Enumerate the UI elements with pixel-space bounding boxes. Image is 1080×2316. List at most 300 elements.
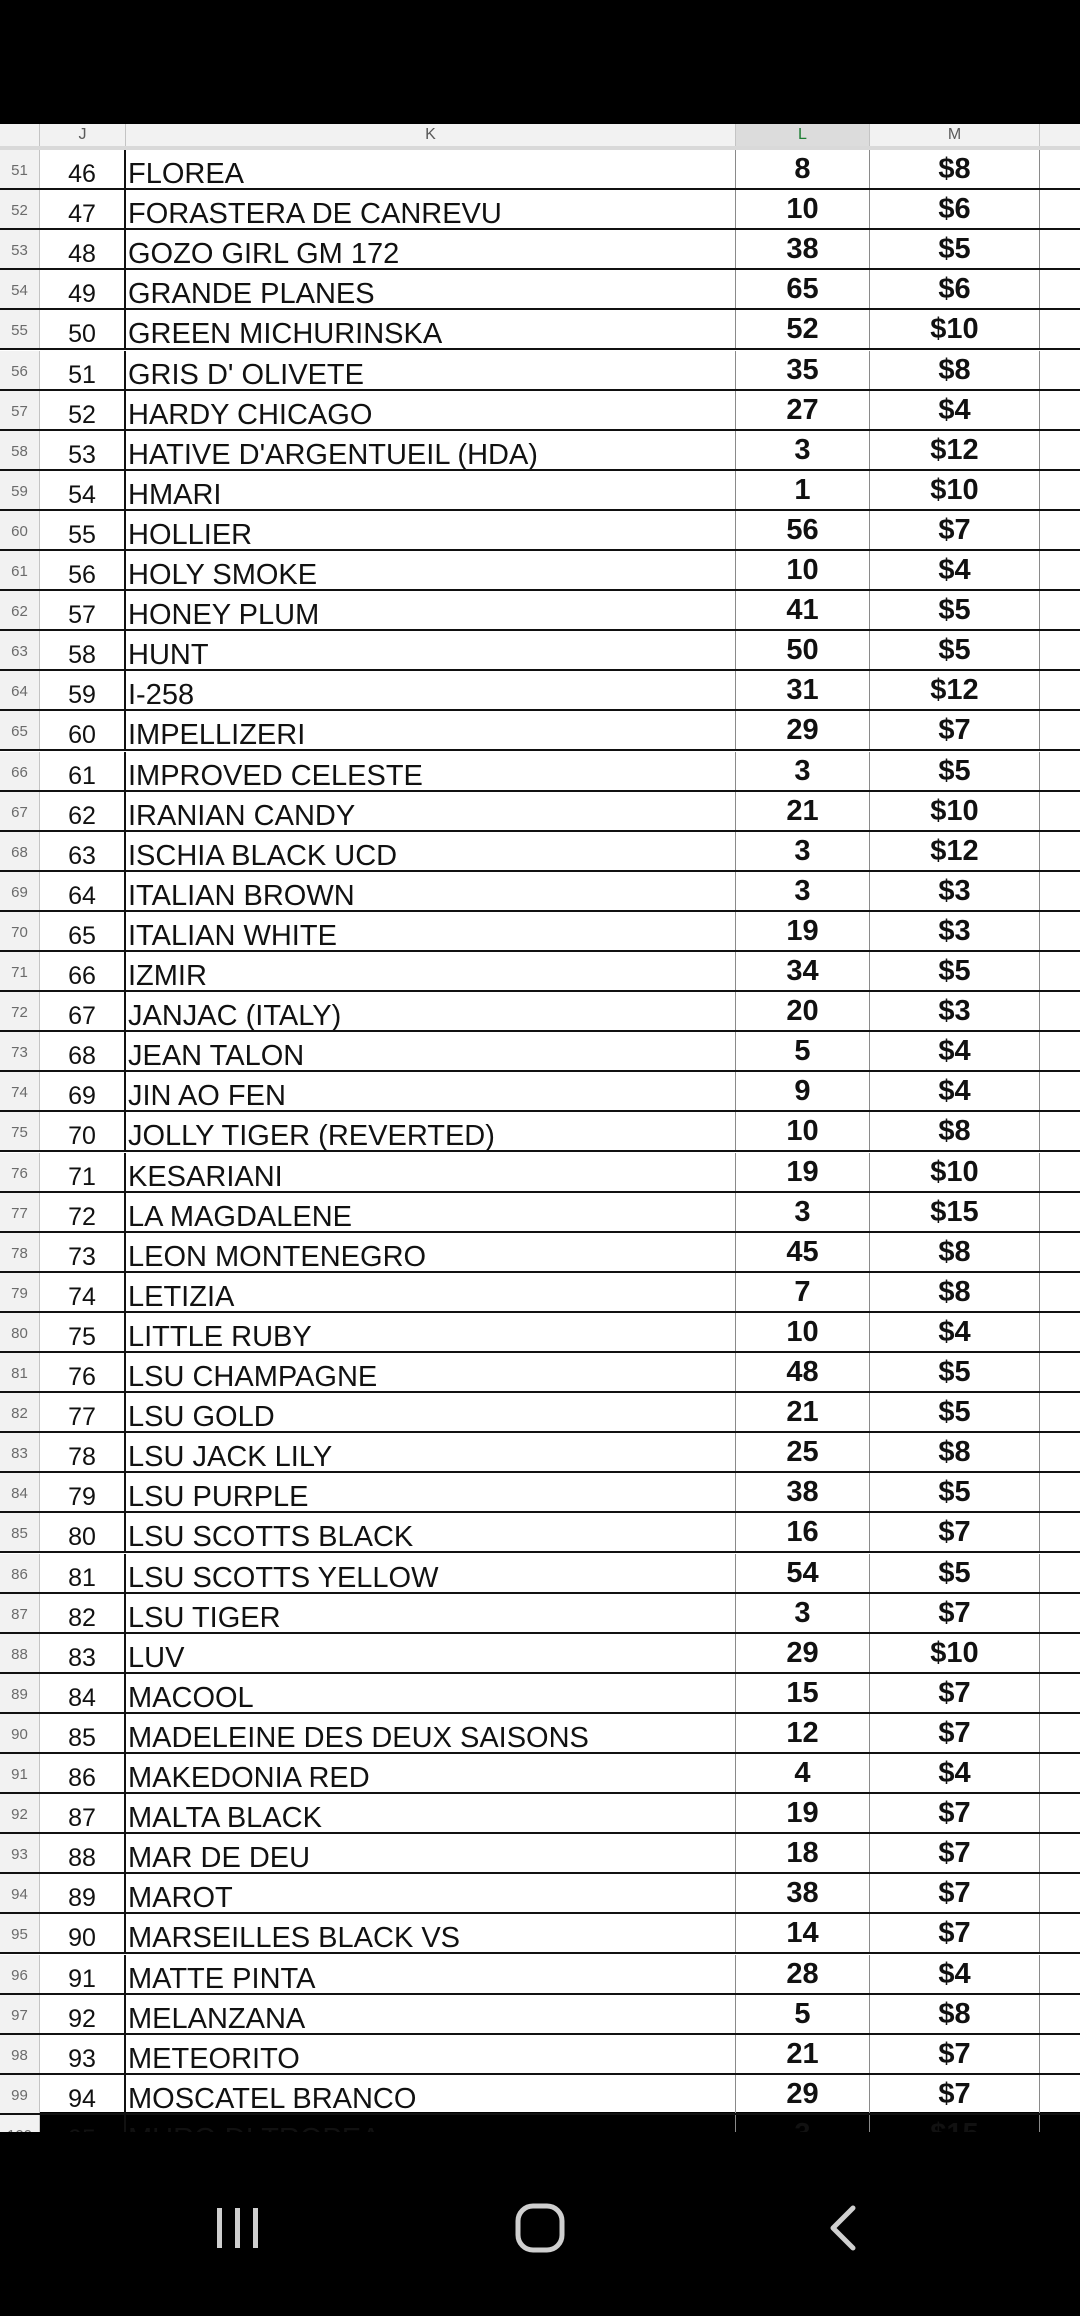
- cell-l-quantity[interactable]: 56: [736, 511, 870, 549]
- row-number[interactable]: 65: [0, 711, 40, 749]
- cell-l-quantity[interactable]: 31: [736, 671, 870, 709]
- cell-l-quantity[interactable]: 3: [736, 752, 870, 790]
- cell-l-quantity[interactable]: 35: [736, 351, 870, 389]
- table-row[interactable]: [0, 1914, 1080, 1954]
- cell-m-price[interactable]: $7: [870, 2035, 1040, 2073]
- row-number[interactable]: 85: [0, 1513, 40, 1551]
- cell-k-variety-name[interactable]: I-258: [126, 671, 736, 709]
- cell-l-quantity[interactable]: 54: [736, 1554, 870, 1592]
- cell-n-empty[interactable]: [1040, 391, 1080, 429]
- cell-l-quantity[interactable]: 52: [736, 310, 870, 348]
- row-number[interactable]: 96: [0, 1955, 40, 1993]
- cell-m-price[interactable]: $8: [870, 1995, 1040, 2033]
- cell-k-variety-name[interactable]: MADELEINE DES DEUX SAISONS: [126, 1714, 736, 1752]
- cell-m-price[interactable]: $5: [870, 230, 1040, 268]
- cell-n-empty[interactable]: [1040, 1874, 1080, 1912]
- cell-j-index[interactable]: 76: [40, 1353, 126, 1391]
- cell-k-variety-name[interactable]: METEORITO: [126, 2035, 736, 2073]
- table-row[interactable]: [0, 1674, 1080, 1714]
- cell-l-quantity[interactable]: 3: [736, 1193, 870, 1231]
- cell-k-variety-name[interactable]: MELANZANA: [126, 1995, 736, 2033]
- cell-j-index[interactable]: 51: [40, 351, 126, 389]
- row-number[interactable]: 75: [0, 1112, 40, 1150]
- cell-m-price[interactable]: $12: [870, 431, 1040, 469]
- cell-n-empty[interactable]: [1040, 591, 1080, 629]
- cell-m-price[interactable]: $10: [870, 1153, 1040, 1191]
- cell-n-empty[interactable]: [1040, 1072, 1080, 1110]
- table-row[interactable]: [0, 1594, 1080, 1634]
- table-row[interactable]: [0, 1353, 1080, 1393]
- cell-l-quantity[interactable]: 45: [736, 1233, 870, 1271]
- cell-n-empty[interactable]: [1040, 1273, 1080, 1311]
- cell-j-index[interactable]: 79: [40, 1473, 126, 1511]
- cell-k-variety-name[interactable]: MOSCATEL BRANCO: [126, 2075, 736, 2113]
- cell-l-quantity[interactable]: 14: [736, 1914, 870, 1952]
- cell-l-quantity[interactable]: 25: [736, 1433, 870, 1471]
- cell-k-variety-name[interactable]: MATTE PINTA: [126, 1955, 736, 1993]
- cell-k-variety-name[interactable]: LEON MONTENEGRO: [126, 1233, 736, 1271]
- column-header-k[interactable]: K: [126, 124, 736, 146]
- row-number[interactable]: 86: [0, 1554, 40, 1592]
- cell-k-variety-name[interactable]: HONEY PLUM: [126, 591, 736, 629]
- column-header-m[interactable]: M: [870, 124, 1040, 146]
- row-number[interactable]: 74: [0, 1072, 40, 1110]
- table-row[interactable]: [0, 1794, 1080, 1834]
- row-number[interactable]: 63: [0, 631, 40, 669]
- cell-j-index[interactable]: 62: [40, 792, 126, 830]
- cell-l-quantity[interactable]: 3: [736, 832, 870, 870]
- cell-k-variety-name[interactable]: IMPELLIZERI: [126, 711, 736, 749]
- cell-n-empty[interactable]: [1040, 992, 1080, 1030]
- cell-l-quantity[interactable]: 3: [736, 431, 870, 469]
- cell-m-price[interactable]: $7: [870, 1513, 1040, 1551]
- cell-j-index[interactable]: 47: [40, 190, 126, 228]
- cell-l-quantity[interactable]: 18: [736, 1834, 870, 1872]
- cell-k-variety-name[interactable]: GOZO GIRL GM 172: [126, 230, 736, 268]
- cell-m-price[interactable]: $7: [870, 711, 1040, 749]
- table-row[interactable]: [0, 471, 1080, 511]
- cell-m-price[interactable]: $7: [870, 1874, 1040, 1912]
- cell-n-empty[interactable]: [1040, 431, 1080, 469]
- table-row[interactable]: [0, 752, 1080, 792]
- cell-m-price[interactable]: $3: [870, 912, 1040, 950]
- cell-m-price[interactable]: $5: [870, 952, 1040, 990]
- cell-n-empty[interactable]: [1040, 2075, 1080, 2113]
- cell-n-empty[interactable]: [1040, 1995, 1080, 2033]
- cell-j-index[interactable]: 78: [40, 1433, 126, 1471]
- cell-j-index[interactable]: 57: [40, 591, 126, 629]
- row-number[interactable]: 61: [0, 551, 40, 589]
- cell-m-price[interactable]: $4: [870, 551, 1040, 589]
- cell-l-quantity[interactable]: 15: [736, 1674, 870, 1712]
- table-row[interactable]: [0, 391, 1080, 431]
- cell-l-quantity[interactable]: 10: [736, 1112, 870, 1150]
- cell-l-quantity[interactable]: 48: [736, 1353, 870, 1391]
- cell-k-variety-name[interactable]: MAROT: [126, 1874, 736, 1912]
- table-row[interactable]: [0, 1754, 1080, 1794]
- cell-m-price[interactable]: $5: [870, 1554, 1040, 1592]
- table-row[interactable]: [0, 2035, 1080, 2075]
- cell-n-empty[interactable]: [1040, 351, 1080, 389]
- table-row[interactable]: [0, 551, 1080, 591]
- table-row[interactable]: [0, 631, 1080, 671]
- cell-n-empty[interactable]: [1040, 1594, 1080, 1632]
- row-number[interactable]: 84: [0, 1473, 40, 1511]
- cell-l-quantity[interactable]: 3: [736, 1594, 870, 1632]
- cell-n-empty[interactable]: [1040, 190, 1080, 228]
- table-row[interactable]: [0, 2075, 1080, 2115]
- table-row[interactable]: [0, 1513, 1080, 1553]
- cell-j-index[interactable]: 61: [40, 752, 126, 790]
- cell-l-quantity[interactable]: 10: [736, 551, 870, 589]
- row-number[interactable]: 83: [0, 1433, 40, 1471]
- cell-n-empty[interactable]: [1040, 310, 1080, 348]
- cell-j-index[interactable]: 80: [40, 1513, 126, 1551]
- cell-l-quantity[interactable]: 19: [736, 1153, 870, 1191]
- cell-n-empty[interactable]: [1040, 1714, 1080, 1752]
- cell-j-index[interactable]: 94: [40, 2075, 126, 2113]
- cell-j-index[interactable]: 64: [40, 872, 126, 910]
- row-number[interactable]: 56: [0, 351, 40, 389]
- table-row[interactable]: [0, 1153, 1080, 1193]
- row-number[interactable]: 79: [0, 1273, 40, 1311]
- cell-l-quantity[interactable]: 20: [736, 992, 870, 1030]
- cell-l-quantity[interactable]: 12: [736, 1714, 870, 1752]
- table-row[interactable]: [0, 431, 1080, 471]
- cell-j-index[interactable]: 86: [40, 1754, 126, 1792]
- cell-m-price[interactable]: $15: [870, 1193, 1040, 1231]
- table-row[interactable]: [0, 832, 1080, 872]
- cell-k-variety-name[interactable]: LSU JACK LILY: [126, 1433, 736, 1471]
- cell-j-index[interactable]: 65: [40, 912, 126, 950]
- cell-k-variety-name[interactable]: LA MAGDALENE: [126, 1193, 736, 1231]
- cell-l-quantity[interactable]: 5: [736, 1995, 870, 2033]
- table-row[interactable]: [0, 1955, 1080, 1995]
- cell-j-index[interactable]: 83: [40, 1634, 126, 1672]
- cell-k-variety-name[interactable]: IMPROVED CELESTE: [126, 752, 736, 790]
- row-number[interactable]: 93: [0, 1834, 40, 1872]
- row-number[interactable]: 62: [0, 591, 40, 629]
- cell-j-index[interactable]: 70: [40, 1112, 126, 1150]
- cell-k-variety-name[interactable]: GRIS D' OLIVETE: [126, 351, 736, 389]
- row-number[interactable]: 70: [0, 912, 40, 950]
- cell-j-index[interactable]: 56: [40, 551, 126, 589]
- cell-m-price[interactable]: $6: [870, 270, 1040, 308]
- cell-l-quantity[interactable]: 8: [736, 150, 870, 188]
- cell-n-empty[interactable]: [1040, 1834, 1080, 1872]
- table-row[interactable]: [0, 1393, 1080, 1433]
- cell-l-quantity[interactable]: 21: [736, 792, 870, 830]
- cell-m-price[interactable]: $12: [870, 671, 1040, 709]
- cell-m-price[interactable]: $5: [870, 631, 1040, 669]
- row-number[interactable]: 55: [0, 310, 40, 348]
- row-number[interactable]: 67: [0, 792, 40, 830]
- row-number[interactable]: 68: [0, 832, 40, 870]
- cell-m-price[interactable]: $4: [870, 1955, 1040, 1993]
- cell-m-price[interactable]: $7: [870, 1914, 1040, 1952]
- cell-l-quantity[interactable]: 19: [736, 912, 870, 950]
- table-row[interactable]: [0, 912, 1080, 952]
- cell-n-empty[interactable]: [1040, 1233, 1080, 1271]
- row-number[interactable]: 91: [0, 1754, 40, 1792]
- cell-k-variety-name[interactable]: LSU CHAMPAGNE: [126, 1353, 736, 1391]
- row-number[interactable]: 81: [0, 1353, 40, 1391]
- cell-n-empty[interactable]: [1040, 872, 1080, 910]
- cell-m-price[interactable]: $4: [870, 1072, 1040, 1110]
- row-number[interactable]: 95: [0, 1914, 40, 1952]
- row-number[interactable]: 89: [0, 1674, 40, 1712]
- row-number[interactable]: 53: [0, 230, 40, 268]
- cell-l-quantity[interactable]: 38: [736, 1473, 870, 1511]
- cell-l-quantity[interactable]: 4: [736, 1754, 870, 1792]
- table-row[interactable]: [0, 1112, 1080, 1152]
- row-number[interactable]: 60: [0, 511, 40, 549]
- cell-j-index[interactable]: 74: [40, 1273, 126, 1311]
- table-row[interactable]: [0, 992, 1080, 1032]
- table-row[interactable]: [0, 1874, 1080, 1914]
- table-row[interactable]: [0, 1634, 1080, 1674]
- cell-n-empty[interactable]: [1040, 1513, 1080, 1551]
- cell-l-quantity[interactable]: 34: [736, 952, 870, 990]
- cell-j-index[interactable]: 68: [40, 1032, 126, 1070]
- table-row[interactable]: [0, 1473, 1080, 1513]
- row-number[interactable]: 76: [0, 1153, 40, 1191]
- cell-n-empty[interactable]: [1040, 1473, 1080, 1511]
- cell-j-index[interactable]: 58: [40, 631, 126, 669]
- row-number[interactable]: 88: [0, 1634, 40, 1672]
- cell-l-quantity[interactable]: 38: [736, 230, 870, 268]
- back-icon[interactable]: [803, 2188, 883, 2268]
- cell-m-price[interactable]: $10: [870, 1634, 1040, 1672]
- cell-j-index[interactable]: 77: [40, 1393, 126, 1431]
- row-number[interactable]: 99: [0, 2075, 40, 2113]
- row-number[interactable]: 66: [0, 752, 40, 790]
- cell-j-index[interactable]: 67: [40, 992, 126, 1030]
- row-number[interactable]: 90: [0, 1714, 40, 1752]
- row-number[interactable]: 72: [0, 992, 40, 1030]
- cell-m-price[interactable]: $7: [870, 511, 1040, 549]
- cell-m-price[interactable]: $5: [870, 1473, 1040, 1511]
- cell-l-quantity[interactable]: 27: [736, 391, 870, 429]
- cell-m-price[interactable]: $12: [870, 832, 1040, 870]
- table-row[interactable]: [0, 1834, 1080, 1874]
- cell-k-variety-name[interactable]: MAR DE DEU: [126, 1834, 736, 1872]
- cell-k-variety-name[interactable]: FLOREA: [126, 150, 736, 188]
- cell-k-variety-name[interactable]: HOLY SMOKE: [126, 551, 736, 589]
- cell-k-variety-name[interactable]: IZMIR: [126, 952, 736, 990]
- cell-n-empty[interactable]: [1040, 1313, 1080, 1351]
- cell-n-empty[interactable]: [1040, 1193, 1080, 1231]
- row-number[interactable]: 64: [0, 671, 40, 709]
- cell-n-empty[interactable]: [1040, 792, 1080, 830]
- cell-m-price[interactable]: $10: [870, 310, 1040, 348]
- table-row[interactable]: [0, 1193, 1080, 1233]
- row-number[interactable]: 97: [0, 1995, 40, 2033]
- cell-l-quantity[interactable]: 21: [736, 2035, 870, 2073]
- cell-l-quantity[interactable]: 21: [736, 1393, 870, 1431]
- table-row[interactable]: [0, 1032, 1080, 1072]
- cell-k-variety-name[interactable]: FORASTERA DE CANREVU: [126, 190, 736, 228]
- cell-j-index[interactable]: 87: [40, 1794, 126, 1832]
- table-row[interactable]: [0, 1072, 1080, 1112]
- recents-icon[interactable]: [198, 2188, 278, 2268]
- cell-k-variety-name[interactable]: LSU PURPLE: [126, 1473, 736, 1511]
- cell-m-price[interactable]: $8: [870, 351, 1040, 389]
- cell-n-empty[interactable]: [1040, 631, 1080, 669]
- cell-j-index[interactable]: 49: [40, 270, 126, 308]
- table-row[interactable]: [0, 230, 1080, 270]
- cell-k-variety-name[interactable]: LITTLE RUBY: [126, 1313, 736, 1351]
- cell-l-quantity[interactable]: 19: [736, 1794, 870, 1832]
- cell-n-empty[interactable]: [1040, 471, 1080, 509]
- table-row[interactable]: [0, 1995, 1080, 2035]
- cell-m-price[interactable]: $7: [870, 1714, 1040, 1752]
- table-row[interactable]: [0, 351, 1080, 391]
- table-row[interactable]: [0, 511, 1080, 551]
- cell-n-empty[interactable]: [1040, 1153, 1080, 1191]
- cell-n-empty[interactable]: [1040, 952, 1080, 990]
- spreadsheet-grid[interactable]: [0, 124, 1080, 2115]
- cell-l-quantity[interactable]: 50: [736, 631, 870, 669]
- table-row[interactable]: [0, 671, 1080, 711]
- cell-m-price[interactable]: $8: [870, 1233, 1040, 1271]
- cell-k-variety-name[interactable]: JOLLY TIGER (REVERTED): [126, 1112, 736, 1150]
- cell-j-index[interactable]: 89: [40, 1874, 126, 1912]
- cell-m-price[interactable]: $5: [870, 752, 1040, 790]
- cell-j-index[interactable]: 55: [40, 511, 126, 549]
- cell-j-index[interactable]: 69: [40, 1072, 126, 1110]
- table-row[interactable]: [0, 270, 1080, 310]
- cell-m-price[interactable]: $4: [870, 391, 1040, 429]
- cell-k-variety-name[interactable]: LSU SCOTTS BLACK: [126, 1513, 736, 1551]
- cell-k-variety-name[interactable]: HUNT: [126, 631, 736, 669]
- cell-k-variety-name[interactable]: HATIVE D'ARGENTUEIL (HDA): [126, 431, 736, 469]
- cell-k-variety-name[interactable]: JIN AO FEN: [126, 1072, 736, 1110]
- cell-n-empty[interactable]: [1040, 832, 1080, 870]
- cell-k-variety-name[interactable]: ITALIAN BROWN: [126, 872, 736, 910]
- table-row[interactable]: [0, 150, 1080, 190]
- cell-j-index[interactable]: 46: [40, 150, 126, 188]
- cell-k-variety-name[interactable]: LETIZIA: [126, 1273, 736, 1311]
- cell-m-price[interactable]: $8: [870, 150, 1040, 188]
- row-number[interactable]: 69: [0, 872, 40, 910]
- cell-n-empty[interactable]: [1040, 1433, 1080, 1471]
- cell-j-index[interactable]: 88: [40, 1834, 126, 1872]
- cell-k-variety-name[interactable]: MAKEDONIA RED: [126, 1754, 736, 1792]
- table-row[interactable]: [0, 792, 1080, 832]
- cell-n-empty[interactable]: [1040, 551, 1080, 589]
- table-row[interactable]: [0, 1273, 1080, 1313]
- cell-j-index[interactable]: 54: [40, 471, 126, 509]
- cell-j-index[interactable]: 63: [40, 832, 126, 870]
- cell-n-empty[interactable]: [1040, 752, 1080, 790]
- row-number[interactable]: 54: [0, 270, 40, 308]
- cell-n-empty[interactable]: [1040, 1794, 1080, 1832]
- cell-l-quantity[interactable]: 16: [736, 1513, 870, 1551]
- cell-n-empty[interactable]: [1040, 1674, 1080, 1712]
- cell-j-index[interactable]: 73: [40, 1233, 126, 1271]
- cell-m-price[interactable]: $5: [870, 591, 1040, 629]
- cell-m-price[interactable]: $8: [870, 1273, 1040, 1311]
- cell-k-variety-name[interactable]: LUV: [126, 1634, 736, 1672]
- cell-m-price[interactable]: $7: [870, 1834, 1040, 1872]
- table-row[interactable]: [0, 310, 1080, 350]
- cell-k-variety-name[interactable]: ITALIAN WHITE: [126, 912, 736, 950]
- row-number[interactable]: 82: [0, 1393, 40, 1431]
- cell-j-index[interactable]: 48: [40, 230, 126, 268]
- cell-m-price[interactable]: $7: [870, 2075, 1040, 2113]
- cell-k-variety-name[interactable]: MALTA BLACK: [126, 1794, 736, 1832]
- cell-l-quantity[interactable]: 9: [736, 1072, 870, 1110]
- cell-n-empty[interactable]: [1040, 1393, 1080, 1431]
- cell-j-index[interactable]: 60: [40, 711, 126, 749]
- cell-k-variety-name[interactable]: ISCHIA BLACK UCD: [126, 832, 736, 870]
- cell-l-quantity[interactable]: 29: [736, 1634, 870, 1672]
- cell-k-variety-name[interactable]: LSU TIGER: [126, 1594, 736, 1632]
- cell-n-empty[interactable]: [1040, 912, 1080, 950]
- table-row[interactable]: [0, 1554, 1080, 1594]
- cell-k-variety-name[interactable]: LSU GOLD: [126, 1393, 736, 1431]
- table-row[interactable]: [0, 711, 1080, 751]
- table-row[interactable]: [0, 591, 1080, 631]
- cell-k-variety-name[interactable]: GRANDE PLANES: [126, 270, 736, 308]
- row-number[interactable]: 92: [0, 1794, 40, 1832]
- cell-k-variety-name[interactable]: JEAN TALON: [126, 1032, 736, 1070]
- cell-n-empty[interactable]: [1040, 511, 1080, 549]
- cell-k-variety-name[interactable]: KESARIANI: [126, 1153, 736, 1191]
- cell-n-empty[interactable]: [1040, 1955, 1080, 1993]
- column-header-n[interactable]: [1040, 124, 1080, 146]
- cell-j-index[interactable]: 50: [40, 310, 126, 348]
- cell-l-quantity[interactable]: 41: [736, 591, 870, 629]
- cell-m-price[interactable]: $6: [870, 190, 1040, 228]
- cell-j-index[interactable]: 90: [40, 1914, 126, 1952]
- cell-j-index[interactable]: 81: [40, 1554, 126, 1592]
- cell-n-empty[interactable]: [1040, 1112, 1080, 1150]
- row-number[interactable]: 80: [0, 1313, 40, 1351]
- cell-l-quantity[interactable]: 3: [736, 872, 870, 910]
- table-row[interactable]: [0, 1714, 1080, 1754]
- cell-m-price[interactable]: $7: [870, 1674, 1040, 1712]
- row-number[interactable]: 51: [0, 150, 40, 188]
- cell-n-empty[interactable]: [1040, 2035, 1080, 2073]
- row-number[interactable]: 77: [0, 1193, 40, 1231]
- cell-n-empty[interactable]: [1040, 1754, 1080, 1792]
- cell-m-price[interactable]: $4: [870, 1754, 1040, 1792]
- cell-k-variety-name[interactable]: HMARI: [126, 471, 736, 509]
- column-header-j[interactable]: J: [40, 124, 126, 146]
- cell-n-empty[interactable]: [1040, 671, 1080, 709]
- cell-m-price[interactable]: $5: [870, 1353, 1040, 1391]
- cell-l-quantity[interactable]: 28: [736, 1955, 870, 1993]
- cell-n-empty[interactable]: [1040, 1554, 1080, 1592]
- cell-l-quantity[interactable]: 1: [736, 471, 870, 509]
- cell-n-empty[interactable]: [1040, 270, 1080, 308]
- cell-j-index[interactable]: 59: [40, 671, 126, 709]
- cell-m-price[interactable]: $5: [870, 1393, 1040, 1431]
- cell-j-index[interactable]: 71: [40, 1153, 126, 1191]
- table-row[interactable]: [0, 190, 1080, 230]
- cell-j-index[interactable]: 84: [40, 1674, 126, 1712]
- cell-l-quantity[interactable]: 65: [736, 270, 870, 308]
- cell-j-index[interactable]: 92: [40, 1995, 126, 2033]
- cell-m-price[interactable]: $4: [870, 1032, 1040, 1070]
- column-header-l[interactable]: L: [736, 124, 870, 146]
- cell-j-index[interactable]: 66: [40, 952, 126, 990]
- select-all-corner[interactable]: [0, 124, 40, 146]
- cell-k-variety-name[interactable]: MARSEILLES BLACK VS: [126, 1914, 736, 1952]
- cell-n-empty[interactable]: [1040, 711, 1080, 749]
